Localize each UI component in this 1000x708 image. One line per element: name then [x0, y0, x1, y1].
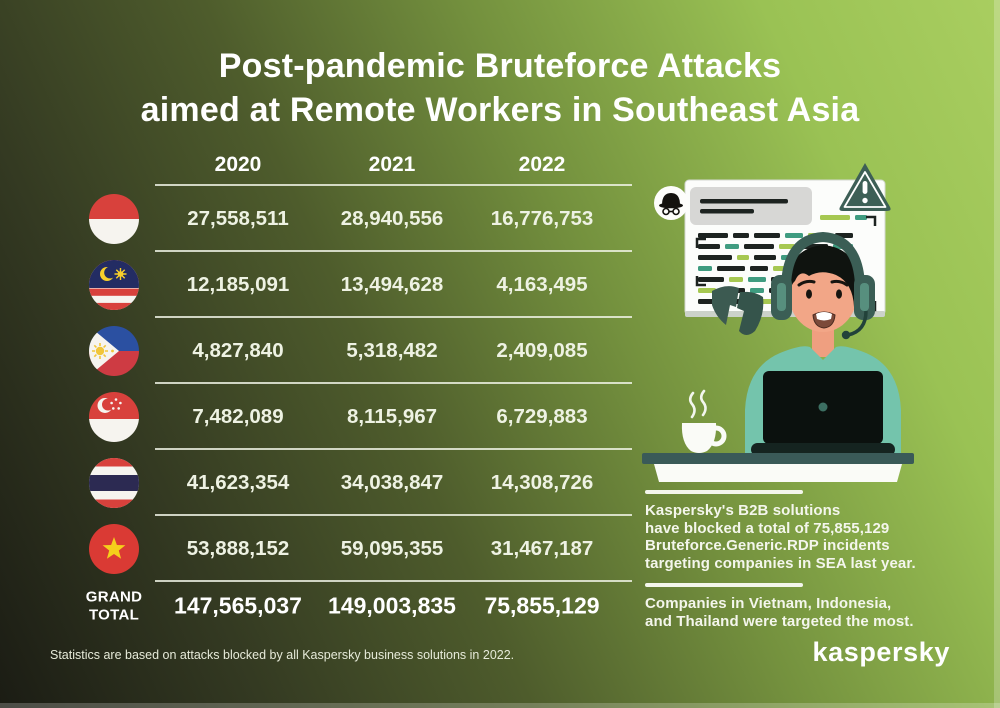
value-cell: 27,558,511 [187, 207, 289, 230]
value-cell: 59,095,355 [340, 537, 444, 560]
page-title [0, 44, 1000, 132]
coffee-cup-icon [682, 391, 724, 453]
remote-worker-illustration [640, 155, 970, 485]
value-cell: 4,827,840 [192, 339, 284, 362]
note-separator [645, 490, 803, 494]
value-cell: 34,038,847 [340, 471, 444, 494]
table-row [40, 450, 632, 516]
title-line-2: aimed at Remote Workers in Southeast Asia [140, 91, 860, 129]
table-row [40, 516, 632, 582]
grand-total-2021: 149,003,835 [328, 592, 456, 619]
flag-indonesia-icon [89, 194, 139, 244]
desk [642, 453, 914, 482]
grand-total-2020: 147,565,037 [174, 592, 302, 619]
grand-total-row [40, 582, 632, 630]
note-most-targeted: Companies in Vietnam, Indonesia, and Thailand were targeted the most. [645, 595, 914, 630]
flag-vietnam-icon [89, 524, 139, 574]
value-cell: 8,115,967 [346, 405, 438, 428]
kaspersky-logo: kaspersky [812, 637, 950, 667]
title-line-1: Post-pandemic Bruteforce Attacks [218, 47, 782, 85]
value-cell: 31,467,187 [490, 537, 594, 560]
table-row [40, 318, 632, 384]
value-cell: 2,409,085 [496, 339, 588, 362]
value-cell: 4,163,495 [496, 273, 588, 296]
table-row [40, 252, 632, 318]
edge-highlight [994, 0, 1000, 708]
value-cell: 16,776,753 [490, 207, 594, 230]
grand-total-2022: 75,855,129 [484, 592, 600, 619]
source-disclaimer: Statistics are based on attacks blocked by all Kaspersky business solutions in 2022. [50, 648, 515, 662]
value-cell: 14,308,726 [490, 471, 594, 494]
table-row [40, 384, 632, 450]
note-separator [645, 583, 803, 587]
table-header-row [40, 145, 632, 185]
table-row [40, 186, 632, 252]
flag-thailand-icon [89, 458, 139, 508]
laptop [751, 371, 895, 456]
value-cell: 6,729,883 [496, 405, 588, 428]
value-cell: 13,494,628 [340, 273, 444, 296]
flag-malaysia-icon [89, 260, 139, 310]
value-cell: 41,623,354 [186, 471, 290, 494]
column-header-2020: 2020 [214, 153, 262, 176]
flag-singapore-icon [89, 392, 139, 442]
edge-highlight [0, 703, 1000, 708]
hacker-icon [654, 186, 688, 220]
value-cell: 53,888,152 [186, 537, 290, 560]
value-cell: 5,318,482 [346, 339, 438, 362]
flag-philippines-icon [89, 326, 139, 376]
grand-total-label: GRAND TOTAL [85, 588, 143, 623]
column-header-2022: 2022 [518, 153, 566, 176]
note-b2b-solutions: Kaspersky's B2B solutions have blocked a total of 75,855,129 Bruteforce.Generic.RDP incidents targeting companies in SEA last year. [645, 502, 916, 572]
value-cell: 7,482,089 [192, 405, 284, 428]
value-cell: 28,940,556 [340, 207, 444, 230]
column-header-2021: 2021 [368, 153, 416, 176]
value-cell: 12,185,091 [186, 273, 290, 296]
